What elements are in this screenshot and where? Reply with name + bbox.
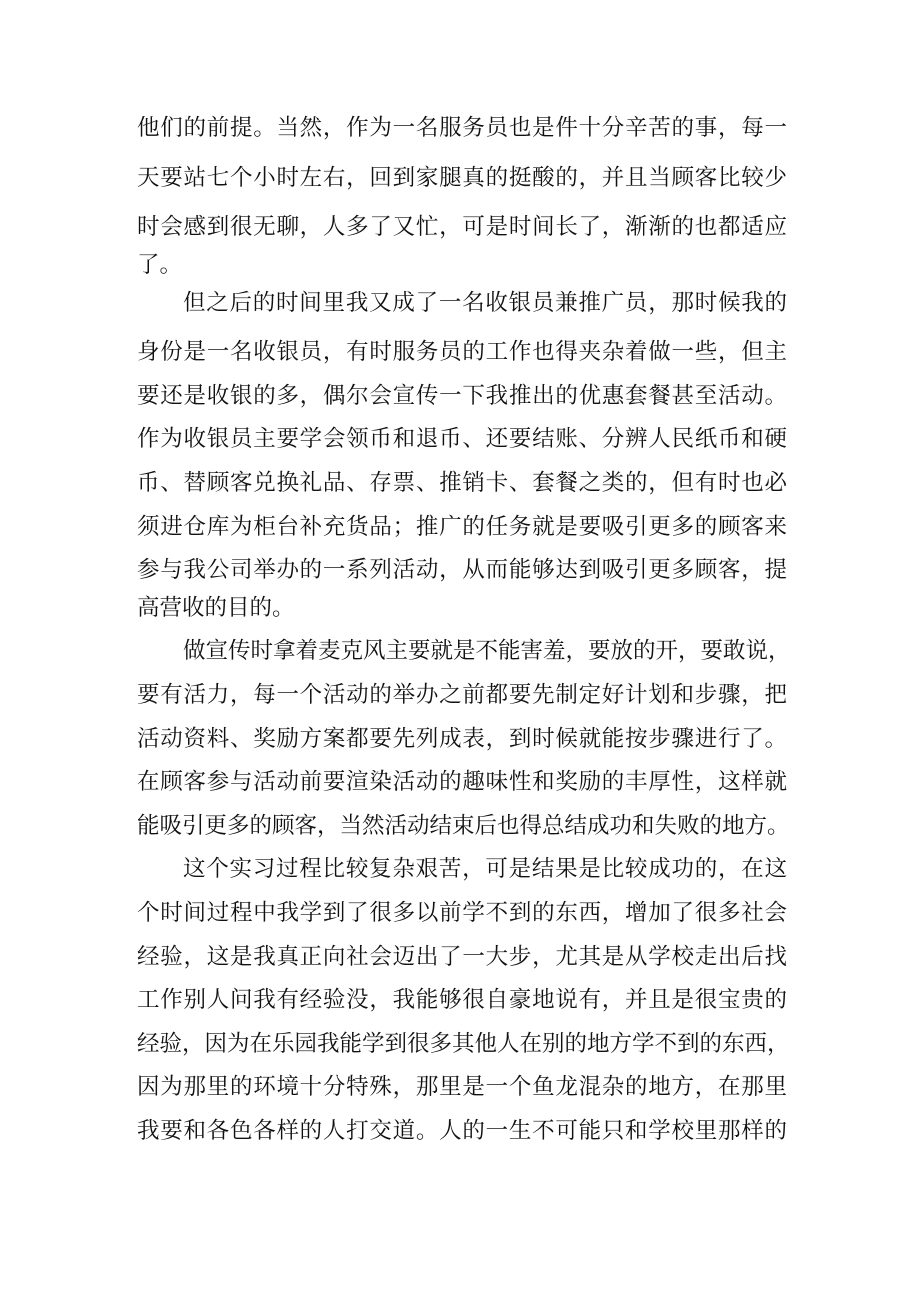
paragraph-1-line-3: 时会感到很无聊，人多了又忙，可是时间长了，渐渐的也都适应 xyxy=(137,214,787,240)
paragraph-2-line-2: 身份是一名收银员，有时服务员的工作也得夹杂着做一些，但主 xyxy=(137,339,787,365)
paragraph-4-line-7: 我要和各色各样的人打交道。人的一生不可能只和学校里那样的 xyxy=(137,1118,787,1144)
paragraph-2-line-6: 须进仓库为柜台补充货品；推广的任务就是要吸引更多的顾客来 xyxy=(137,514,787,540)
paragraph-1-line-2: 天要站七个小时左右，回到家腿真的挺酸的，并且当顾客比较少 xyxy=(137,165,787,191)
paragraph-4-line-2: 个时间过程中我学到了很多以前学不到的东西，增加了很多社会 xyxy=(137,900,787,926)
paragraph-4-line-5: 经验，因为在乐园我能学到很多其他人在别的地方学不到的东西， xyxy=(137,1031,790,1057)
paragraph-2-line-7: 参与我公司举办的一系列活动，从而能够达到吸引更多顾客，提 xyxy=(137,557,787,583)
paragraph-2-line-4: 作为收银员主要学会领币和退币、还要结账、分辨人民纸币和硬 xyxy=(137,426,787,452)
paragraph-3-line-4: 在顾客参与活动前要渲染活动的趣味性和奖励的丰厚性，这样就 xyxy=(137,769,787,795)
paragraph-4-line-3: 经验，这是我真正向社会迈出了一大步，尤其是从学校走出后找 xyxy=(137,944,787,970)
paragraph-3-line-2: 要有活力，每一个活动的举办之前都要先制定好计划和步骤，把 xyxy=(137,682,787,708)
paragraph-2-line-1: 但之后的时间里我又成了一名收银员兼推广员，那时候我的 xyxy=(183,290,787,316)
paragraph-3-line-5: 能吸引更多的顾客，当然活动结束后也得总结成功和失败的地方。 xyxy=(137,813,790,839)
paragraph-4-line-6: 因为那里的环境十分特殊，那里是一个鱼龙混杂的地方，在那里 xyxy=(137,1074,787,1100)
paragraph-1-line-4: 了。 xyxy=(137,252,183,278)
paragraph-2-line-5: 币、替顾客兑换礼品、存票、推销卡、套餐之类的，但有时也必 xyxy=(137,470,787,496)
paragraph-3-line-3: 活动资料、奖励方案都要先列成表，到时候就能按步骤进行了。 xyxy=(137,726,787,752)
paragraph-2-line-8: 高营收的目的。 xyxy=(137,595,295,621)
paragraph-3-line-1: 做宣传时拿着麦克风主要就是不能害羞，要放的开，要敢说， xyxy=(183,638,791,664)
paragraph-4-line-4: 工作别人问我有经验没，我能够很自豪地说有，并且是很宝贵的 xyxy=(137,987,787,1013)
paragraph-1-line-1: 他们的前提。当然，作为一名服务员也是件十分辛苦的事，每一 xyxy=(137,115,787,141)
paragraph-4-line-1: 这个实习过程比较复杂艰苦，可是结果是比较成功的，在这 xyxy=(183,856,787,882)
paragraph-2-line-3: 要还是收银的多，偶尔会宣传一下我推出的优惠套餐甚至活动。 xyxy=(137,383,787,409)
